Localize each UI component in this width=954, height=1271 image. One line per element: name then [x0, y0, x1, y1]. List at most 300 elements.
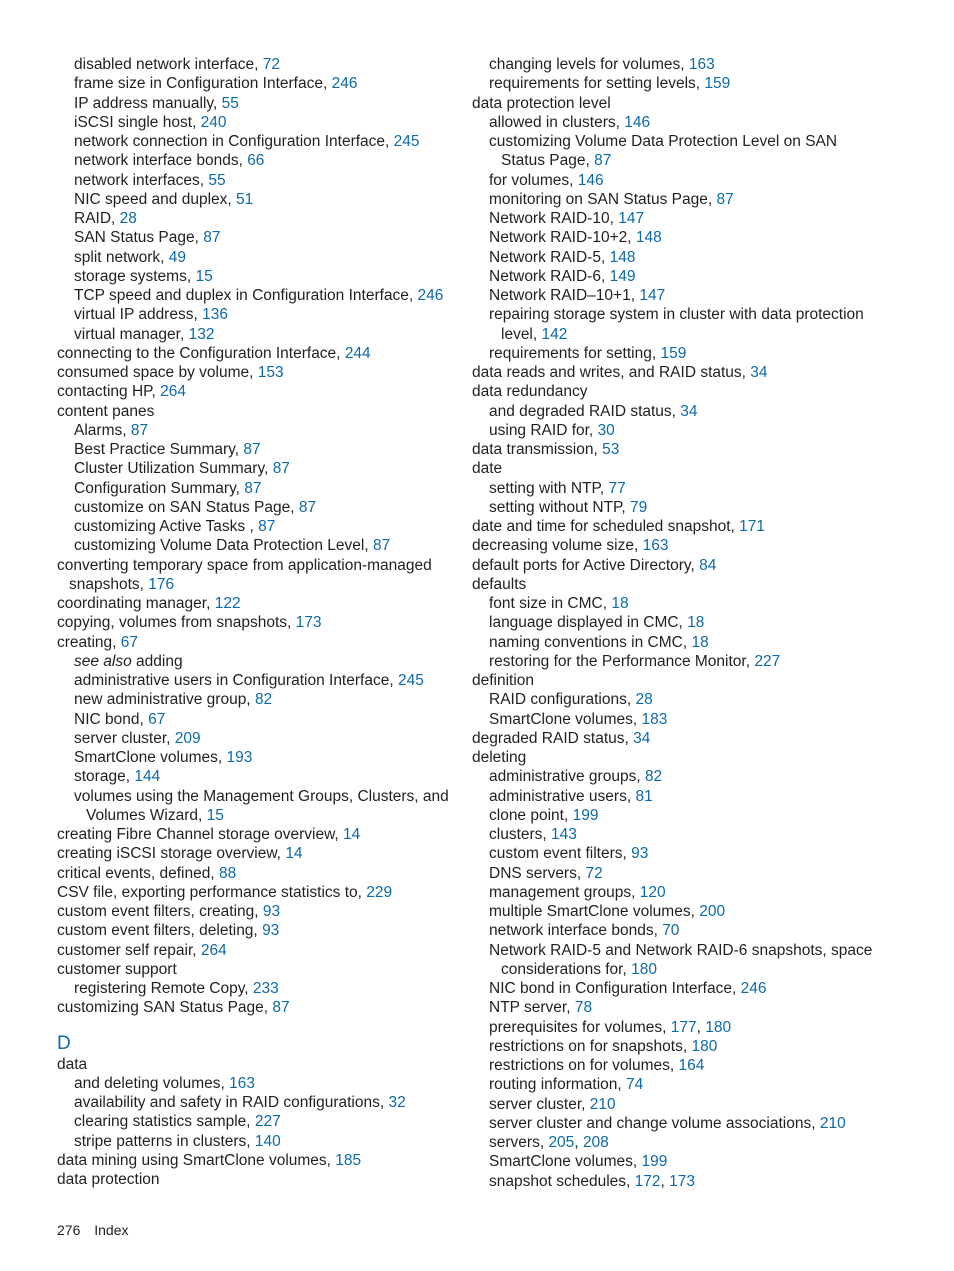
- index-subentry: [57, 305, 467, 324]
- index-entry: [472, 517, 882, 536]
- index-column-left: [57, 55, 467, 1189]
- entry-text: network interfaces,: [74, 171, 205, 189]
- page-link[interactable]: 159: [704, 75, 731, 93]
- page-link[interactable]: 264: [200, 941, 227, 959]
- entry-text: SmartClone volumes,: [489, 710, 638, 728]
- page-link[interactable]: 87: [716, 190, 734, 208]
- page-link[interactable]: 30: [597, 421, 615, 439]
- index-subentry: [57, 113, 467, 132]
- entry-text: prerequisites for volumes,: [489, 1018, 667, 1036]
- page-link[interactable]: 143: [551, 826, 577, 843]
- entry-text: server cluster,: [489, 1095, 586, 1113]
- page-link[interactable]: 78: [574, 999, 593, 1017]
- page-link[interactable]: 82: [254, 691, 273, 709]
- index-entry: [472, 536, 882, 555]
- page-link[interactable]: 122: [214, 595, 241, 612]
- entry-text: DNS servers,: [489, 864, 582, 882]
- page-link[interactable]: 66: [247, 152, 265, 170]
- entry-text: customizing Volume Data Protection Level,: [74, 537, 369, 555]
- index-subentry: [57, 729, 467, 748]
- index-subentry: [472, 690, 882, 709]
- entry-text: virtual IP address,: [74, 306, 198, 324]
- page-link[interactable]: 87: [130, 421, 149, 439]
- entry-text: customizing SAN Status Page,: [57, 999, 269, 1017]
- entry-text: Cluster Utilization Summary,: [74, 460, 269, 478]
- page-link[interactable]: 209: [174, 729, 201, 747]
- page-link[interactable]: 81: [635, 787, 653, 805]
- entry-text: disabled network interface,: [74, 56, 259, 73]
- entry-text: creating iSCSI storage overview,: [57, 845, 281, 863]
- entry-text: administrative users in Configuration Interface,: [74, 672, 394, 689]
- page-link[interactable]: 55: [208, 171, 226, 189]
- page-link[interactable]: 87: [258, 518, 276, 535]
- entry-text: changing levels for volumes,: [489, 56, 685, 73]
- page-link[interactable]: 120: [639, 883, 666, 901]
- entry-text: Alarms,: [74, 421, 127, 439]
- entry-text: Network RAID-5 and Network RAID-6 snapshots, space considerations for,: [489, 941, 873, 978]
- page-link[interactable]: 177: [670, 1018, 697, 1036]
- page-link[interactable]: 34: [750, 364, 768, 381]
- index-entry: [57, 613, 467, 632]
- page-link[interactable]: 51: [236, 190, 254, 208]
- entry-text: requirements for setting,: [489, 344, 657, 362]
- index-subentry: [472, 844, 882, 863]
- entry-text: data reads and writes, and RAID status,: [472, 364, 746, 381]
- index-subentry: [57, 787, 467, 826]
- page-link[interactable]: 227: [754, 652, 781, 670]
- page-link[interactable]: 87: [298, 498, 317, 516]
- entry-text: Configuration Summary,: [74, 479, 240, 497]
- entry-text: clearing statistics sample,: [74, 1113, 251, 1131]
- page-link[interactable]: 227: [254, 1113, 281, 1131]
- page-link[interactable]: 14: [343, 826, 361, 843]
- page-link[interactable]: 246: [331, 75, 358, 93]
- index-column-right: [472, 55, 882, 1191]
- page-link[interactable]: 87: [272, 460, 290, 478]
- index-subentry: [57, 209, 467, 228]
- entry-text: converting temporary space from application-managed snapshots,: [57, 556, 432, 593]
- index-subentry: [472, 171, 882, 190]
- page-link[interactable]: 34: [680, 402, 698, 420]
- page-link[interactable]: 199: [572, 806, 599, 824]
- index-subentry: [57, 267, 467, 286]
- entry-text: NIC bond in Configuration Interface,: [489, 980, 737, 997]
- index-subentry: [472, 594, 882, 613]
- index-entry: [57, 902, 467, 921]
- index-entry: [57, 344, 467, 363]
- entry-text: NIC bond,: [74, 710, 144, 728]
- page-link[interactable]: 18: [611, 595, 629, 612]
- index-subentry: [57, 421, 467, 440]
- page-link[interactable]: 15: [206, 806, 224, 824]
- entry-text: for volumes,: [489, 171, 574, 189]
- entry-text: defaults: [472, 575, 527, 593]
- index-letter-heading: D: [57, 1032, 71, 1054]
- index-subentry: [472, 825, 882, 844]
- entry-text: customizing Volume Data Protection Level on SAN Status Page,: [489, 133, 838, 170]
- entry-text: clone point,: [489, 806, 569, 824]
- entry-text: NIC speed and duplex,: [74, 190, 232, 208]
- page-link[interactable]: 87: [203, 229, 221, 247]
- page-link[interactable]: 164: [678, 1057, 705, 1074]
- page-link[interactable]: 245: [393, 133, 420, 150]
- entry-text: data: [57, 1055, 88, 1073]
- page-link[interactable]: 180: [631, 960, 657, 978]
- index-entry: [57, 960, 467, 979]
- index-subentry: [57, 94, 467, 113]
- index-entry: [57, 556, 467, 595]
- index-subentry: [472, 633, 882, 652]
- index-subentry: [57, 652, 467, 671]
- entry-text: Network RAID-10+2,: [489, 229, 632, 247]
- entry-text: virtual manager,: [74, 325, 185, 343]
- page-link[interactable]: 53: [602, 441, 620, 458]
- entry-text: connecting to the Configuration Interface,: [57, 344, 341, 362]
- index-entry: [472, 671, 882, 690]
- page-link[interactable]: 171: [739, 518, 765, 535]
- entry-text: frame size in Configuration Interface,: [74, 75, 328, 93]
- index-entry: [472, 363, 882, 382]
- page-link[interactable]: 93: [262, 903, 281, 920]
- index-subentry: [57, 517, 467, 536]
- entry-text: registering Remote Copy,: [74, 980, 249, 997]
- entry-text: servers,: [489, 1134, 545, 1151]
- index-entry: [472, 459, 882, 478]
- entry-text: RAID configurations,: [489, 691, 632, 709]
- entry-text: Network RAID–10+1,: [489, 287, 636, 304]
- page-link[interactable]: 148: [609, 248, 636, 266]
- index-subentry: [472, 902, 882, 921]
- index-subentry: [472, 305, 882, 344]
- page-link[interactable]: 77: [608, 479, 626, 497]
- index-subentry: [57, 1112, 467, 1131]
- entry-text: snapshot schedules,: [489, 1172, 631, 1190]
- page-link[interactable]: 93: [262, 922, 280, 940]
- page-link[interactable]: 74: [626, 1076, 644, 1094]
- page-link[interactable]: 264: [160, 383, 186, 401]
- footer-title: Index: [94, 1222, 129, 1238]
- entry-text: custom event filters, creating,: [57, 903, 259, 920]
- page-link[interactable]: 205: [548, 1134, 575, 1151]
- index-subentry: [57, 748, 467, 767]
- index-subentry: prerequisites for volumes, 177, 180: [489, 1018, 732, 1036]
- index-subentry: [472, 228, 882, 247]
- entry-text: volumes using the Management Groups, Clusters, and Volumes Wizard,: [74, 787, 449, 824]
- page-link[interactable]: 72: [585, 864, 603, 882]
- entry-text: network connection in Configuration Interface,: [74, 133, 390, 150]
- entry-text: TCP speed and duplex in Configuration Interface,: [74, 287, 414, 304]
- see-also-label: see also: [74, 652, 132, 670]
- index-subentry: [57, 171, 467, 190]
- page-link[interactable]: 140: [254, 1132, 281, 1150]
- entry-text: custom event filters,: [489, 845, 627, 863]
- entry-text: SmartClone volumes,: [74, 749, 223, 766]
- page-link[interactable]: 136: [202, 306, 228, 324]
- entry-text: iSCSI single host,: [74, 113, 197, 131]
- index-entry: [57, 825, 467, 844]
- entry-text: administrative users,: [489, 787, 632, 805]
- entry-text: IP address manually,: [74, 94, 218, 112]
- entry-text: data protection: [57, 1171, 160, 1188]
- page-link[interactable]: 93: [631, 845, 649, 863]
- index-entry: [57, 998, 467, 1017]
- entry-text: requirements for setting levels,: [489, 75, 701, 93]
- page-link[interactable]: 172: [634, 1172, 661, 1190]
- entry-text: SmartClone volumes,: [489, 1153, 638, 1171]
- entry-text: storage,: [74, 768, 131, 786]
- index-subentry: [57, 190, 467, 209]
- index-subentry: [57, 979, 467, 998]
- entry-text: multiple SmartClone volumes,: [489, 903, 695, 920]
- index-entry: [57, 1055, 467, 1074]
- index-subentry: [472, 767, 882, 786]
- index-subentry: [472, 613, 882, 632]
- page-link[interactable]: 132: [188, 325, 215, 343]
- entry-text: degraded RAID status,: [472, 729, 629, 747]
- entry-text: storage systems,: [74, 267, 192, 285]
- index-entry: [472, 729, 882, 748]
- index-subentry: [57, 74, 467, 93]
- index-entry: [57, 633, 467, 652]
- entry-text: custom event filters, deleting,: [57, 922, 258, 940]
- page-link[interactable]: 87: [372, 537, 391, 555]
- page-link[interactable]: 173: [669, 1172, 696, 1190]
- page-link[interactable]: 15: [195, 267, 213, 285]
- entry-text: restoring for the Performance Monitor,: [489, 652, 751, 670]
- index-subentry: [57, 671, 467, 690]
- entry-text: SAN Status Page,: [74, 229, 199, 247]
- entry-text: split network,: [74, 248, 165, 266]
- page-link[interactable]: 72: [262, 56, 280, 73]
- entry-text: data protection level: [472, 94, 611, 112]
- page-link[interactable]: 28: [635, 691, 653, 709]
- page-link[interactable]: 246: [740, 980, 767, 997]
- page-link[interactable]: 28: [119, 210, 137, 227]
- index-subentry: [472, 652, 882, 671]
- entry-text: customize on SAN Status Page,: [74, 498, 295, 516]
- index-entry: [57, 594, 467, 613]
- page-link[interactable]: 183: [641, 710, 668, 728]
- page-link[interactable]: 87: [244, 479, 262, 497]
- page-link[interactable]: 173: [295, 614, 322, 632]
- entry-text: deleting: [472, 749, 527, 766]
- page-link[interactable]: 200: [699, 903, 726, 920]
- entry-text: setting with NTP,: [489, 479, 605, 497]
- entry-text: Best Practice Summary,: [74, 441, 240, 458]
- entry-text: Network RAID-5,: [489, 248, 606, 266]
- page-link[interactable]: 144: [134, 768, 161, 786]
- page-footer: [57, 1222, 129, 1238]
- page-link[interactable]: 67: [148, 710, 166, 728]
- index-entry: [57, 883, 467, 902]
- index-subentry: [472, 1075, 882, 1094]
- page-link[interactable]: 244: [344, 344, 371, 362]
- entry-text: date and time for scheduled snapshot,: [472, 518, 735, 535]
- page-link[interactable]: 87: [594, 152, 612, 170]
- page-link[interactable]: 142: [541, 325, 568, 343]
- index-subentry: [472, 55, 882, 74]
- entry-text: naming conventions in CMC,: [489, 633, 688, 651]
- entry-text: routing information,: [489, 1076, 622, 1094]
- index-subentry: [472, 1056, 882, 1075]
- index-subentry: [57, 479, 467, 498]
- index-entry: [472, 575, 882, 594]
- entry-text: management groups,: [489, 883, 636, 901]
- page-link[interactable]: 180: [691, 1037, 718, 1055]
- page-link[interactable]: 240: [200, 113, 227, 131]
- index-subentry: [57, 1093, 467, 1112]
- page-link[interactable]: 245: [397, 672, 424, 689]
- index-subentry: [472, 267, 882, 286]
- entry-text: monitoring on SAN Status Page,: [489, 190, 713, 208]
- entry-text: customizing Active Tasks ,: [74, 518, 254, 535]
- page-link[interactable]: 163: [642, 537, 669, 555]
- page-link[interactable]: 18: [687, 614, 705, 632]
- page-link[interactable]: 246: [417, 287, 444, 304]
- page-link[interactable]: 18: [691, 633, 709, 651]
- entry-text: restrictions on for snapshots,: [489, 1037, 688, 1055]
- index-subentry: snapshot schedules, 172, 173: [489, 1172, 696, 1190]
- index-subentry: [57, 1074, 467, 1093]
- page-link[interactable]: 84: [699, 556, 717, 574]
- page-link[interactable]: 147: [639, 287, 666, 304]
- page-link[interactable]: 14: [285, 845, 303, 863]
- index-subentry: [57, 55, 467, 74]
- entry-text: repairing storage system in cluster with data protection level,: [489, 306, 864, 343]
- page-link[interactable]: 87: [272, 999, 290, 1017]
- index-subentry: [57, 690, 467, 709]
- page-link[interactable]: 180: [705, 1018, 732, 1036]
- index-subentry: [472, 1152, 882, 1171]
- page-link[interactable]: 32: [388, 1094, 406, 1111]
- page-link[interactable]: 210: [819, 1114, 846, 1132]
- index-subentry: [57, 1132, 467, 1151]
- entry-text: using RAID for,: [489, 421, 594, 439]
- index-subentry: [472, 883, 882, 902]
- entry-text: customer support: [57, 960, 177, 978]
- page-link[interactable]: 79: [630, 498, 648, 516]
- entry-text: Network RAID-10,: [489, 210, 614, 227]
- index-subentry: [472, 864, 882, 883]
- page-link[interactable]: 159: [660, 344, 687, 362]
- entry-text: copying, volumes from snapshots,: [57, 614, 292, 632]
- page-link[interactable]: 55: [221, 94, 239, 112]
- entry-text: clusters,: [489, 826, 547, 843]
- index-subentry: [57, 767, 467, 786]
- index-subentry: [472, 941, 882, 980]
- index-subentry: servers, 205, 208: [489, 1134, 609, 1151]
- index-subentry: [472, 921, 882, 940]
- index-subentry: [57, 325, 467, 344]
- page-link[interactable]: 70: [662, 922, 680, 940]
- entry-text: network interface bonds,: [74, 152, 243, 170]
- page-link[interactable]: 88: [218, 864, 237, 882]
- entry-text: NTP server,: [489, 999, 571, 1017]
- page-link[interactable]: 185: [335, 1151, 362, 1169]
- index-entry: [57, 382, 467, 401]
- entry-text: language displayed in CMC,: [489, 614, 683, 632]
- page-link[interactable]: 233: [252, 980, 279, 997]
- entry-text: font size in CMC,: [489, 595, 608, 612]
- entry-text: setting without NTP,: [489, 498, 626, 516]
- entry-text: definition: [472, 672, 535, 689]
- index-subentry: [472, 1037, 882, 1056]
- index-subentry: [472, 113, 882, 132]
- index-entry: [57, 941, 467, 960]
- index-subentry: [472, 74, 882, 93]
- entry-text: allowed in clusters,: [489, 113, 620, 131]
- entry-text: availability and safety in RAID configurations,: [74, 1094, 385, 1111]
- entry-text: new administrative group,: [74, 691, 251, 709]
- page-link[interactable]: 147: [618, 210, 645, 227]
- index-subentry: [57, 151, 467, 170]
- index-entry: [57, 1151, 467, 1170]
- page-number: 276: [57, 1222, 81, 1238]
- page-link[interactable]: 149: [609, 267, 636, 285]
- entry-text: coordinating manager,: [57, 595, 211, 612]
- index-subentry: [472, 402, 882, 421]
- index-subentry: [57, 498, 467, 517]
- page-link[interactable]: 163: [688, 56, 715, 73]
- index-subentry: [472, 344, 882, 363]
- page-link[interactable]: 199: [641, 1153, 668, 1171]
- page-link[interactable]: 208: [582, 1134, 609, 1151]
- index-subentry: [57, 248, 467, 267]
- index-subentry: [472, 1114, 882, 1133]
- entry-text: and degraded RAID status,: [489, 402, 676, 420]
- page-link[interactable]: 82: [644, 768, 663, 786]
- index-subentry: [472, 209, 882, 228]
- page-link[interactable]: 49: [168, 248, 187, 266]
- entry-text: and deleting volumes,: [74, 1074, 225, 1092]
- entry-text: default ports for Active Directory,: [472, 556, 695, 574]
- page-link[interactable]: 210: [589, 1095, 616, 1113]
- entry-text: critical events, defined,: [57, 864, 215, 882]
- page-link[interactable]: 87: [243, 441, 261, 458]
- entry-text: contacting HP,: [57, 383, 156, 401]
- entry-text: decreasing volume size,: [472, 537, 639, 555]
- index-subentry: [472, 479, 882, 498]
- entry-text: creating,: [57, 633, 117, 651]
- page-link[interactable]: 34: [633, 729, 651, 747]
- index-subentry: [472, 787, 882, 806]
- entry-text: customer self repair,: [57, 941, 197, 959]
- page-link[interactable]: 67: [120, 633, 139, 651]
- page-link[interactable]: 163: [229, 1074, 255, 1092]
- index-entry: [57, 402, 467, 421]
- index-entry: [57, 921, 467, 940]
- index-entry: [57, 844, 467, 863]
- page-link[interactable]: 193: [226, 749, 253, 766]
- entry-text: CSV file, exporting performance statistics to,: [57, 883, 362, 901]
- entry-text: data redundancy: [472, 383, 588, 401]
- entry-text: date: [472, 460, 503, 478]
- page-link[interactable]: 176: [148, 575, 175, 593]
- page-link[interactable]: 229: [366, 883, 393, 901]
- page-link[interactable]: 153: [257, 364, 284, 381]
- index-entry: [472, 748, 882, 767]
- page-link[interactable]: 146: [624, 113, 651, 131]
- entry-text: restrictions on for volumes,: [489, 1057, 675, 1074]
- page-link[interactable]: 148: [635, 229, 662, 247]
- entry-text: data transmission,: [472, 441, 598, 458]
- index-subentry: [472, 998, 882, 1017]
- entry-text: network interface bonds,: [489, 922, 658, 940]
- index-entry: [472, 382, 882, 401]
- index-entry: [472, 440, 882, 459]
- index-subentry: [472, 1095, 882, 1114]
- page-link[interactable]: 146: [577, 171, 604, 189]
